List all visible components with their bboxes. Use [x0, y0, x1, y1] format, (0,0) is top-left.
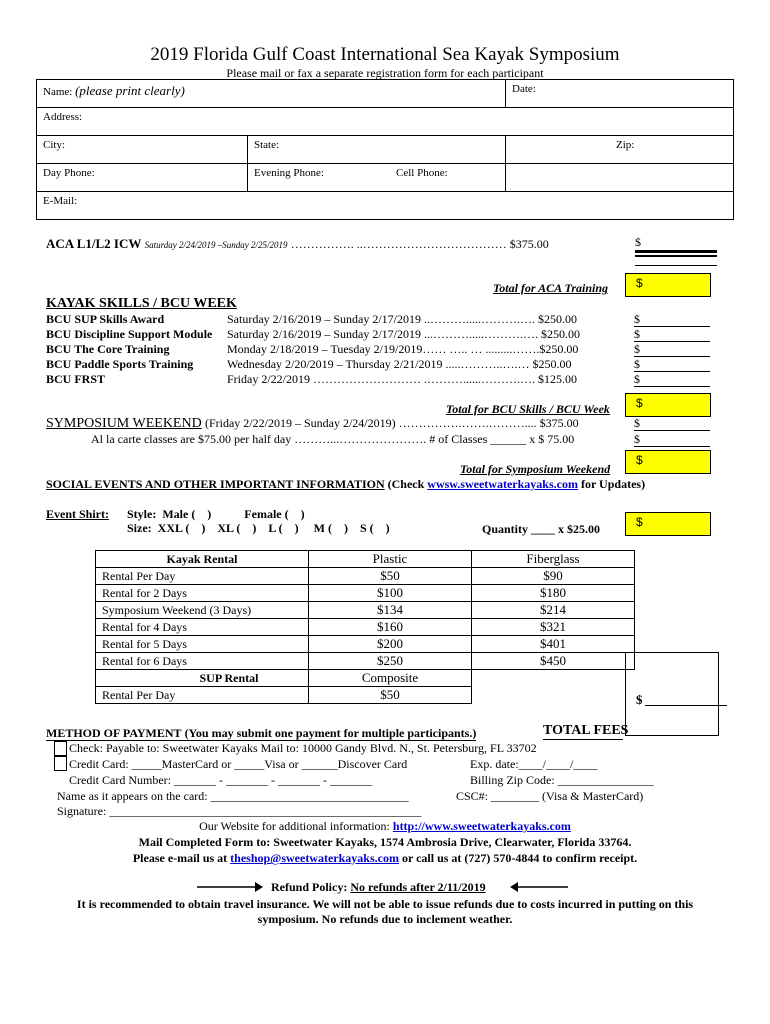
right-arrow-icon	[195, 881, 265, 893]
email-field[interactable]: E-Mail:	[37, 192, 734, 220]
rental-table	[95, 550, 635, 704]
social-heading-row: SOCIAL EVENTS AND OTHER IMPORTANT INFORMATION (Check wwsw.sweetwaterkayaks.com for Updates)	[46, 477, 646, 491]
rental-cell-plastic: $134	[309, 602, 472, 619]
symposium-total-label: Total for Symposium Weekend	[460, 462, 611, 476]
rental-row	[96, 585, 635, 602]
rental-cell-label: Rental for 2 Days	[96, 585, 309, 602]
rental-cell-plastic: $160	[309, 619, 472, 636]
cell-phone-field[interactable]: Cell Phone:	[506, 164, 734, 192]
payment-check-text: Check: Payable to: Sweetwater Kayaks Mail to: 10000 Gandy Blvd. N., St. Petersburg, FL 33702	[69, 741, 537, 755]
bcu-course-dollar[interactable]: $	[634, 342, 640, 356]
bcu-course-name: BCU Discipline Support Module	[46, 327, 213, 341]
mail-line: Mail Completed Form to: Sweetwater Kayaks, 1574 Ambrosia Drive, Clearwater, Florida 33764.	[138, 835, 632, 849]
shirt-style-row[interactable]: Style: Male ( ) Female ( )	[127, 507, 305, 521]
rental-cell-label: Rental for 4 Days	[96, 619, 309, 636]
rental-cell-plastic: $200	[309, 636, 472, 653]
rental-header-plastic: Plastic	[309, 551, 472, 568]
insurance-line-2: symposium. No refunds due to inclement weather.	[257, 912, 513, 926]
evening-phone-field[interactable]: Evening Phone:	[248, 164, 506, 192]
rental-row	[96, 602, 635, 619]
address-field[interactable]: Address:	[37, 108, 734, 136]
rental-cell-fiberglass: $214	[472, 602, 635, 619]
bcu-course-detail: Monday 2/18/2019 – Tuesday 2/19/2019…… ….. … .........…….$250.00	[227, 342, 579, 356]
rental-row	[96, 653, 635, 670]
bcu-course-detail: Wednesday 2/20/2019 – Thursday 2/21/2019 .....………..….… $250.00	[227, 357, 572, 371]
shirt-quantity: Quantity ____ x $25.00	[482, 522, 601, 536]
composite-header: Composite	[309, 670, 472, 687]
bcu-total-label: Total for BCU Skills / BCU Week	[446, 402, 610, 416]
bcu-total-field[interactable]: $	[625, 393, 711, 417]
page-title: 2019 Florida Gulf Coast International Sea Kayak Symposium	[150, 44, 620, 65]
email-row: Please e-mail us at theshop@sweetwaterkayaks.com or call us at (727) 570-4844 to confirm receipt.	[132, 851, 638, 865]
state-field[interactable]: State:	[248, 136, 506, 164]
check-checkbox[interactable]	[54, 741, 67, 756]
csc-field[interactable]: CSC#: ________ (Visa & MasterCard)	[456, 789, 644, 803]
symposium-total-field[interactable]: $	[625, 450, 711, 474]
bcu-course-detail: Friday 2/22/2019 ……………………… .………......……….…. $125.00	[227, 372, 577, 386]
rental-cell-label: Rental for 5 Days	[96, 636, 309, 653]
bcu-course-name: BCU The Core Training	[46, 342, 170, 356]
sup-row-price: $50	[309, 687, 472, 704]
alacarte-row: Al la carte classes are $75.00 per half day ………...…………………. # of Classes ______ x $ 75.00	[91, 432, 575, 446]
rental-row	[96, 636, 635, 653]
rental-cell-fiberglass: $401	[472, 636, 635, 653]
rental-cell-plastic: $250	[309, 653, 472, 670]
symposium-dollar[interactable]: $	[634, 416, 640, 430]
bcu-course-detail: Saturday 2/16/2019 – Sunday 2/17/2019 ...……….....……….…. $250.00	[227, 327, 580, 341]
refund-policy-row: Refund Policy: No refunds after 2/11/2019	[271, 880, 486, 894]
bcu-course-name: BCU FRST	[46, 372, 106, 386]
bcu-course-underline	[634, 356, 710, 357]
left-arrow-icon	[508, 881, 570, 893]
payment-credit-text[interactable]: Credit Card: _____MasterCard or _____Visa or ______Discover Card	[69, 757, 408, 771]
aca-dollar[interactable]: $	[635, 235, 641, 249]
bcu-course-underline	[634, 326, 710, 327]
rental-cell-fiberglass: $321	[472, 619, 635, 636]
aca-row: ACA L1/L2 ICW Saturday 2/24/2019 –Sunday 2/25/2019 ……………. ..……………………………… $375.00	[46, 236, 549, 251]
insurance-line-1: It is recommended to obtain travel insurance. We will not be able to issue refunds due to costs incurred in putting on this	[76, 897, 694, 911]
bcu-course-name: BCU SUP Skills Award	[46, 312, 165, 326]
zip-field[interactable]: Zip:	[506, 136, 734, 164]
rental-header-fiberglass: Fiberglass	[472, 551, 635, 568]
bcu-course-underline	[634, 371, 710, 372]
total-fees-label: TOTAL FEES	[543, 723, 629, 738]
bcu-course-underline	[634, 341, 710, 342]
aca-total-label: Total for ACA Training	[493, 281, 609, 295]
shirt-size-row[interactable]: Size: XXL ( ) XL ( ) L ( ) M ( ) S ( )	[127, 521, 390, 535]
bcu-course-name: BCU Paddle Sports Training	[46, 357, 194, 371]
updates-link[interactable]: wwsw.sweetwaterkayaks.com	[427, 477, 578, 491]
symposium-row: SYMPOSIUM WEEKEND (Friday 2/22/2019 – Sunday 2/24/2019) …………….…….……….... $375.00	[46, 416, 579, 431]
page-subtitle: Please mail or fax a separate registration form for each participant	[226, 66, 544, 80]
sup-row-label: Rental Per Day	[96, 687, 309, 704]
credit-card-checkbox[interactable]	[54, 756, 67, 771]
rental-header-kayak: Kayak Rental	[96, 551, 309, 568]
rental-cell-plastic: $50	[309, 568, 472, 585]
bcu-course-dollar[interactable]: $	[634, 327, 640, 341]
rental-cell-label: Rental for 6 Days	[96, 653, 309, 670]
bcu-course-detail: Saturday 2/16/2019 – Sunday 2/17/2019 ..……….....……….…. $250.00	[227, 312, 577, 326]
aca-total-field[interactable]: $	[625, 273, 711, 297]
registration-info-table	[36, 79, 734, 220]
name-on-card-field[interactable]: Name as it appears on the card: _________________________________	[57, 789, 409, 803]
rental-cell-label: Symposium Weekend (3 Days)	[96, 602, 309, 619]
sup-rental-header: SUP Rental	[96, 670, 309, 687]
shirt-total-field[interactable]: $	[625, 512, 711, 536]
rental-cell-plastic: $100	[309, 585, 472, 602]
date-field[interactable]: Date:	[506, 80, 734, 108]
bcu-heading: KAYAK SKILLS / BCU WEEK	[46, 296, 237, 311]
payment-heading-row: METHOD OF PAYMENT (You may submit one payment for multiple participants.)	[46, 726, 477, 740]
city-field[interactable]: City:	[37, 136, 248, 164]
website-row: Our Website for additional information: http://www.sweetwaterkayaks.com	[199, 819, 571, 833]
bcu-course-dollar[interactable]: $	[634, 372, 640, 386]
email-link[interactable]: theshop@sweetwaterkayaks.com	[230, 851, 399, 865]
rental-row	[96, 568, 635, 585]
billing-zip-field[interactable]: Billing Zip Code: ________________	[470, 773, 654, 787]
bcu-course-dollar[interactable]: $	[634, 312, 640, 326]
alacarte-dollar[interactable]: $	[634, 432, 640, 446]
bcu-course-underline	[634, 386, 710, 387]
rental-cell-fiberglass: $180	[472, 585, 635, 602]
card-number-field[interactable]: Credit Card Number: _______ - _______ - _______ - _______	[69, 773, 372, 787]
total-fees-dollar: $	[636, 692, 643, 707]
rental-cell-label: Rental Per Day	[96, 568, 309, 585]
event-shirt-label: Event Shirt:	[46, 507, 109, 521]
day-phone-field[interactable]: Day Phone:	[37, 164, 248, 192]
rental-cell-fiberglass: $450	[472, 653, 635, 670]
rental-row	[96, 619, 635, 636]
exp-date-field[interactable]: Exp. date:____/____/____	[470, 757, 598, 771]
website-link[interactable]: http://www.sweetwaterkayaks.com	[392, 819, 571, 833]
signature-field[interactable]: Signature: ____________________________________________________	[57, 804, 422, 818]
bcu-course-dollar[interactable]: $	[634, 357, 640, 371]
rental-cell-fiberglass: $90	[472, 568, 635, 585]
name-field[interactable]: Name: (please print clearly)	[37, 80, 506, 108]
